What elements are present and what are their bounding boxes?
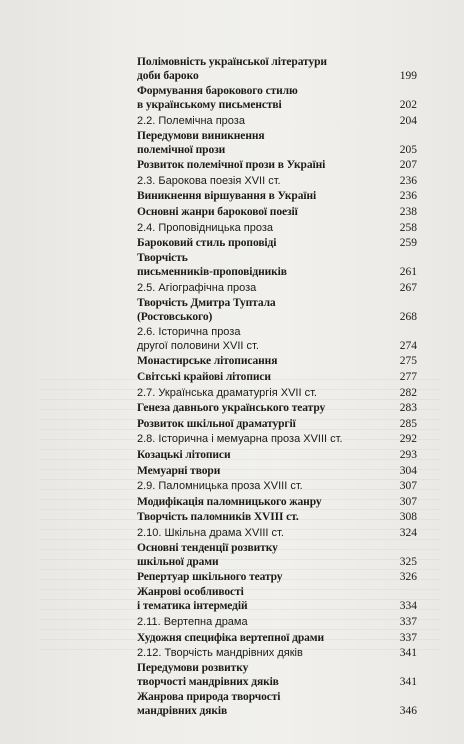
toc-page-number: 346 [399,705,417,718]
toc-title-line: 2.5. Агіографічна проза [137,281,257,294]
toc-entry [137,353,417,369]
toc-title-line: 2.11. Вертепна драма [137,616,248,629]
toc-title-line: Передумови розвитку [137,662,249,675]
toc-title-line: 2.10. Шкільна драма XVIII ст. [137,526,284,539]
toc-entry [137,415,417,431]
toc-entry [137,462,417,478]
toc-entry [137,54,417,83]
toc-page-number: 205 [399,143,417,156]
toc-title-line: письменників-проповідників [137,266,287,279]
toc-page-number: 307 [399,495,417,508]
toc-title-line: і тематика інтермедій [137,600,248,613]
table-of-contents [137,54,417,718]
toc-page-number: 268 [399,310,417,323]
toc-entry-title [137,84,298,112]
toc-section [137,478,417,494]
toc-page-number: 304 [399,464,417,477]
toc-entry-title [137,370,271,384]
toc-entry-title [137,401,325,415]
toc-section [137,645,417,661]
toc-entry [137,509,417,525]
toc-entry-title [137,158,325,172]
toc-title-line: Основні жанри барокової поезії [137,205,298,218]
toc-section [137,431,417,447]
toc-page-number: 202 [399,99,417,111]
toc-section [137,112,417,128]
toc-page-number: 283 [399,402,417,415]
toc-entry [137,235,417,251]
toc-page-number: 236 [399,174,417,187]
toc-page-number: 275 [399,355,417,368]
toc-page-number: 285 [399,417,417,430]
toc-entry-title [137,570,282,584]
toc-page-number: 258 [399,221,417,234]
toc-entry-title [137,661,279,689]
toc-title-line: доби бароко [137,70,199,82]
toc-title-line: Формування барокового стилю [137,85,298,97]
toc-title-line: Модифікація паломницького жанру [137,495,322,508]
toc-entry-title [137,615,248,629]
toc-entry-title [137,174,281,188]
toc-entry-title [137,526,284,540]
toc-title-line: Жанрові особливості [137,586,244,599]
toc-entry-title [137,114,245,128]
toc-title-line: 2.3. Барокова поезія XVII ст. [137,174,281,187]
toc-title-line: Полімовність української літератури [137,56,327,68]
toc-title-line: Творчість паломників XVIII ст. [137,511,299,524]
toc-page-number: 204 [399,114,417,127]
toc-entry-title [137,251,287,279]
toc-entry-title [137,281,256,295]
toc-entry-title [137,495,321,509]
toc-entry-title [137,236,276,250]
toc-page-number: 238 [399,205,417,218]
toc-entry [137,629,417,645]
toc-title-line: Творчість Дмитра Туптала [137,296,276,309]
toc-page-number: 207 [399,159,417,172]
toc-entry-title [137,129,265,157]
toc-page-number: 325 [399,555,417,568]
toc-entry-title [137,448,230,462]
toc-page-number: 308 [399,511,417,524]
toc-title-line: Генеза давнього українського театру [137,402,326,415]
toc-page-number: 199 [399,70,417,82]
toc-section [137,172,417,188]
toc-entry [137,203,417,219]
toc-title-line: мандрівних дяків [137,705,228,718]
toc-page-number: 326 [399,571,417,584]
toc-entry-title [137,646,303,660]
toc-entry-title [137,189,316,203]
toc-section [137,324,417,353]
toc-entry-title [137,221,273,235]
toc-entry-title [137,631,324,645]
toc-entry [137,368,417,384]
toc-title-line: Розвиток шкільної драматургії [137,417,296,430]
toc-entry-title [137,55,327,83]
toc-page-number: 337 [399,616,417,629]
toc-page-number: 267 [399,281,417,294]
toc-title-line: 2.7. Українська драматургія XVII ст. [137,386,317,399]
toc-title-line: другої половини XVII ст. [137,339,259,352]
toc-entry [137,400,417,416]
toc-title-line: Основні тенденції розвитку [137,541,278,554]
toc-page-number: 274 [399,339,417,352]
toc-entry-title [137,464,220,478]
toc-entry [137,188,417,204]
toc-entry [137,157,417,173]
toc-title-line: творчості мандрівних дяків [137,676,279,689]
toc-entry-title [137,417,296,431]
toc-page-number: 259 [399,237,417,250]
toc-title-line: в українському письменстві [137,99,282,111]
toc-entry-title [137,585,248,613]
toc-page-number: 341 [399,647,417,660]
toc-title-line: Козацькі літописи [137,448,231,461]
toc-page-number: 334 [399,600,417,613]
toc-title-line: Жанрова природа творчості [137,691,281,704]
toc-title-line: 2.6. Історична проза [137,325,241,338]
toc-title-line: (Ростовського) [137,310,213,323]
toc-page-number: 282 [399,386,417,399]
toc-page-number: 277 [399,370,417,383]
toc-title-line: 2.4. Проповідницька проза [137,221,274,234]
toc-title-line: Бароковий стиль проповіді [137,237,277,250]
toc-entry [137,128,417,157]
toc-page-number: 341 [399,676,417,689]
toc-title-line: Монастирське літописання [137,355,278,368]
toc-title-line: 2.9. Паломницька проза XVIII ст. [137,480,303,493]
toc-entry [137,250,417,279]
toc-entry-title [137,354,277,368]
toc-entry [137,660,417,689]
toc-entry [137,493,417,509]
toc-entry [137,689,417,718]
toc-section [137,384,417,400]
toc-page-number: 292 [399,433,417,446]
toc-title-line: полемічної прози [137,143,226,156]
toc-title-line: Художня специфіка вертепної драми [137,631,325,644]
toc-section [137,524,417,540]
toc-page-number: 337 [399,631,417,644]
toc-title-line: Розвиток полемічної прози в Україні [137,159,326,172]
toc-title-line: Творчість [137,252,188,265]
toc-entry-title [137,386,317,400]
toc-title-line: Мемуарні твори [137,464,221,477]
toc-page-number: 236 [399,190,417,203]
toc-entry-title [137,205,298,219]
toc-page-number: 307 [399,480,417,493]
toc-title-line: шкільної драми [137,555,219,568]
toc-title-line: 2.8. Історична і мемуарна проза XVIII ст. [137,433,343,446]
toc-title-line: 2.2. Полемічна проза [137,114,245,127]
toc-entry [137,584,417,613]
toc-entry [137,540,417,569]
toc-section [137,219,417,235]
toc-title-line: 2.12. Творчість мандрівних дяків [137,647,303,660]
toc-entry-title [137,479,303,493]
toc-page-number: 293 [399,448,417,461]
toc-title-line: Репертуар шкільного театру [137,571,283,584]
toc-section [137,613,417,629]
toc-section [137,279,417,295]
toc-entry-title [137,296,276,324]
toc-entry-title [137,541,278,569]
toc-entry-title [137,510,299,524]
toc-entry-title [137,325,259,353]
toc-entry [137,446,417,462]
toc-entry [137,295,417,324]
toc-title-line: Виникнення віршування в Україні [137,190,317,203]
toc-entry [137,569,417,585]
toc-entry-title [137,432,343,446]
toc-page-number: 324 [399,526,417,539]
toc-title-line: Світські крайові літописи [137,370,271,383]
toc-title-line: Передумови виникнення [137,129,265,142]
toc-entry [137,83,417,112]
toc-entry-title [137,690,280,718]
toc-page-number: 261 [399,266,417,279]
